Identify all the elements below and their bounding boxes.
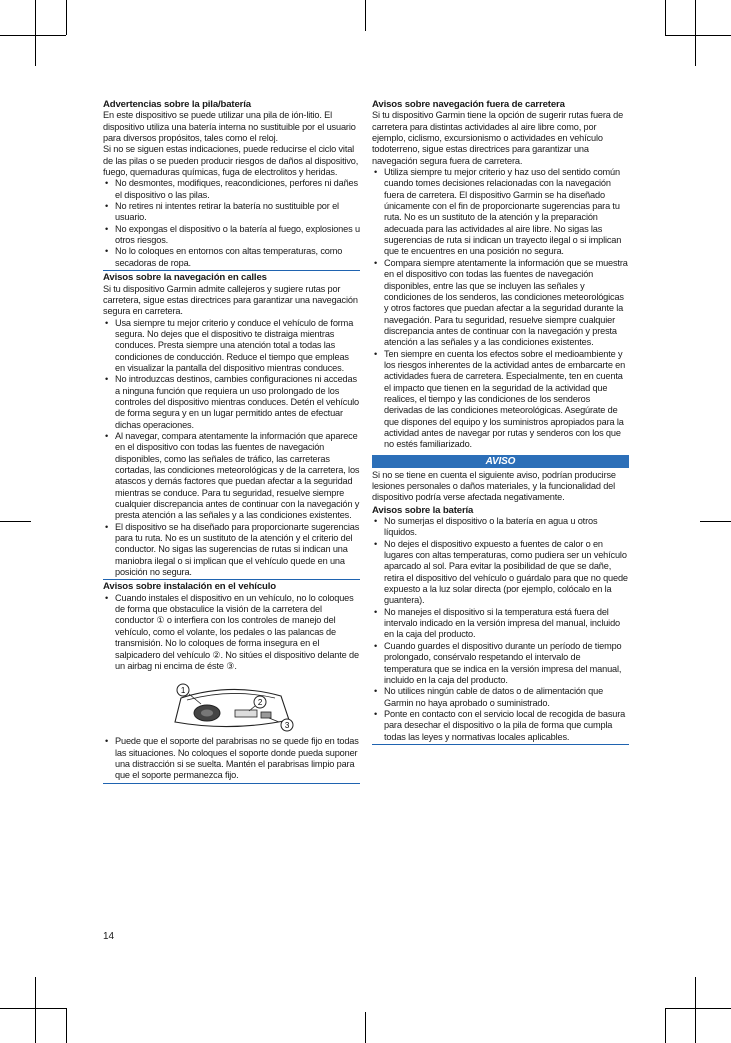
battery-warnings-heading: Advertencias sobre la pila/batería [103, 99, 251, 110]
left-column [103, 99, 360, 785]
street-navigation-section [103, 272, 360, 580]
notice-banner: AVISO [372, 455, 629, 468]
crop-mark-bl-h [0, 1008, 66, 1009]
battery-notices-list [372, 516, 629, 743]
street-navigation-heading: Avisos sobre la navegación en calles [103, 272, 267, 284]
battery-notices-section [372, 505, 629, 745]
list-item: • El dispositivo se ha diseñado para proporcionarte sugerencias para tu ruta. No es un sustituto de la atención y el criterio del conductor. No sigas las sugerencias de rutas si indican una maniobra ilegal o si implican que el vehículo quede en una posición no segura. [103, 522, 360, 579]
list-item: • No manejes el dispositivo si la temperatura está fuera del intervalo indicado en la versión impresa del manual, incluido en la caja del producto. [372, 607, 629, 641]
right-column [372, 99, 629, 746]
list-item: • No expongas el dispositivo o la batería al fuego, explosiones u otros riesgos. [103, 224, 360, 247]
list-item: • No dejes el dispositivo expuesto a fuentes de calor o en lugares con altas temperaturas, como pudiera ser un vehículo aparcado al sol. Para evitar la posibilidad de que se dañe, retira el dispositivo del vehículo o guárdalo para que no quede expuesto a la luz solar directa (por ejemplo, colócalo en la guantera). [372, 539, 629, 607]
page-number: 14 [103, 931, 115, 942]
offroad-navigation-section [372, 99, 629, 452]
crop-mark-right-mid [700, 521, 731, 522]
crop-mark-tl-v2 [66, 0, 67, 35]
list-item: • No sumerjas el dispositivo o la batería en agua u otros líquidos. [372, 516, 629, 539]
notice-text: Si no se tiene en cuenta el siguiente aviso, podrían producirse lesiones personales o daños materiales, y la funcionalidad del dispositivo podría verse afectada negativamente. [372, 469, 616, 503]
crop-mark-bl-v2 [66, 1008, 67, 1043]
list-item: • No utilices ningún cable de datos o de alimentación que Garmin no haya aprobado o suministrado. [372, 686, 629, 709]
crop-mark-top-center [365, 0, 366, 31]
list-item: • Cuando instales el dispositivo en un vehículo, no lo coloques de forma que obstaculice la visión de la carretera del conductor ① o interfiera con los controles de manejo del vehículo, como el volante, los pedales o las palancas de transmisión. No lo coloques de forma insegura en el salpicadero del vehículo ②. No sitúes el dispositivo delante de un airbag ni encima de éste ③. [103, 593, 360, 672]
crop-mark-br-v [695, 977, 696, 1043]
list-item: • Cuando guardes el dispositivo durante un período de tiempo prolongado, consérvalo respetando el intervalo de temperatura que se indica en la versión impresa del manual, incluido en la caja del producto. [372, 641, 629, 686]
battery-notices-heading: Avisos sobre la batería [372, 504, 474, 516]
crop-mark-bottom-center [365, 1012, 366, 1043]
dashboard-illustration [103, 676, 360, 732]
offroad-navigation-heading: Avisos sobre navegación fuera de carretera [372, 99, 565, 110]
list-item: • No desmontes, modifiques, reacondiciones, perfores ni dañes el dispositivo o las pilas. [103, 178, 360, 201]
list-item: • Utiliza siempre tu mejor criterio y haz uso del sentido común cuando tomes decisiones relacionadas con la navegación fuera de carretera. El dispositivo Garmin se ha diseñado únicamente con el fin de proporcionarte sugerencias para tu ruta. No es un sustituto de la atención y la preparación adecuada para las actividades al aire libre. No sigas las sugerencias de ruta si indican un trayecto ilegal o si implican que te encuentres en una posición no segura. [372, 167, 629, 258]
crop-mark-tl-v [35, 0, 36, 66]
crop-mark-left-mid [0, 521, 31, 522]
vehicle-installation-list [103, 593, 360, 672]
vehicle-installation-heading: Avisos sobre instalación en el vehículo [103, 581, 276, 593]
crop-mark-br-v2 [665, 1008, 666, 1043]
battery-warnings-list [103, 178, 360, 269]
battery-warnings-section [103, 99, 360, 271]
windshield-mount-figure [103, 676, 360, 732]
callout-1-label: 1 [180, 686, 186, 696]
callout-2-label: 2 [257, 698, 263, 708]
crop-mark-tr-v2 [665, 0, 666, 35]
list-item: • No introduzcas destinos, cambies configuraciones ni accedas a ninguna función que requiera un uso prolongado de los controles del dispositivo mientras conduces. Detén el vehículo de forma segura y en un lugar permitido antes de efectuar dichas operaciones. [103, 374, 360, 431]
vehicle-installation-list-2 [103, 736, 360, 781]
list-item: • Usa siempre tu mejor criterio y conduce el vehículo de forma segura. No dejes que el dispositivo te distraiga mientras conduces. Presta siempre una atención total a todas las condiciones de conducción. Reduce el tiempo que empleas en visualizar la pantalla del dispositivo mientras conduces. [103, 318, 360, 375]
list-item: • Puede que el soporte del parabrisas no se quede fijo en todas las situaciones. No coloques el soporte donde pueda suponer una distracción si se suelta. Mantén el parabrisas limpio para que el soporte permanezca fijo. [103, 736, 360, 781]
list-item: • Ten siempre en cuenta los efectos sobre el medioambiente y los riesgos inherentes de la actividad antes de embarcarte en actividades fuera de carretera. Especialmente, ten en cuenta el impacto que tienen en la seguridad de la actividad que realices, el tiempo y las condiciones de los senderos derivadas de las condiciones meteorológicas. Asegúrate de que dispones del equipo y los suministros apropiados para la actividad antes de navegar por rutas y senderos con los que no estés familiarizado. [372, 349, 629, 451]
list-item: • Ponte en contacto con el servicio local de recogida de basura para desechar el dispositivo o la pila de forma que cumpla todas las leyes y normativas locales aplicables. [372, 709, 629, 743]
crop-mark-tr-h [665, 35, 731, 36]
crop-mark-tr-v [695, 0, 696, 66]
callout-3-label: 3 [284, 721, 290, 731]
crop-mark-tl-h [0, 35, 66, 36]
list-item: • Al navegar, compara atentamente la información que aparece en el dispositivo con todas las fuentes de navegación disponibles, como las señales de tráfico, las carreteras cortadas, las condiciones meteorológicas y de la carretera, los atascos y demás factores que puedan afectar a la seguridad mientras se conduce. Para tu seguridad, resuelve siempre cualquier discrepancia antes de continuar con la navegación y presta atención a las señales y a las condiciones existentes. [103, 431, 360, 522]
list-item: • No retires ni intentes retirar la batería no sustituible por el usuario. [103, 201, 360, 224]
street-navigation-list [103, 318, 360, 579]
crop-mark-bl-v [35, 977, 36, 1043]
offroad-navigation-intro: Si tu dispositivo Garmin tiene la opción de sugerir rutas fuera de carretera para distintas actividades al aire libre como, por ejemplo, ciclismo, excursionismo o actividades en vehículo todoterreno, sigue estas directrices para garantizar una navegación segura fuera de carretera. [372, 110, 624, 166]
battery-intro-1: En este dispositivo se puede utilizar una pila de ión-litio. El dispositivo utiliza una batería interna no sustituible por el usuario para diversos propósitos, tales como el reloj. [103, 110, 356, 144]
crop-mark-br-h [665, 1008, 731, 1009]
battery-intro-2: Si no se siguen estas indicaciones, puede reducirse el ciclo vital de las pilas o se pueden producir riesgos de daños al dispositivo, fuego, quemaduras químicas, fuga de electrolitos y heridas. [103, 144, 359, 178]
list-item: • Compara siempre atentamente la información que se muestra en el dispositivo con todas las fuentes de navegación disponibles, entre las que se incluyen las señales y condiciones de los senderos, las condiciones meteorológicas y otros factores que puedan afectar a la seguridad durante la navegación. Para tu seguridad, resuelve siempre cualquier discrepancia antes de continuar con la navegación y presta atención a las señales y a las condiciones existentes. [372, 258, 629, 349]
vehicle-installation-section [103, 581, 360, 783]
offroad-navigation-list [372, 167, 629, 451]
street-navigation-intro: Si tu dispositivo Garmin admite callejeros y sugiere rutas por carretera, sigue estas directrices para garantizar una navegación segura en carretera. [103, 283, 358, 317]
list-item: • No lo coloques en entornos con altas temperaturas, como secadoras de ropa. [103, 246, 360, 269]
